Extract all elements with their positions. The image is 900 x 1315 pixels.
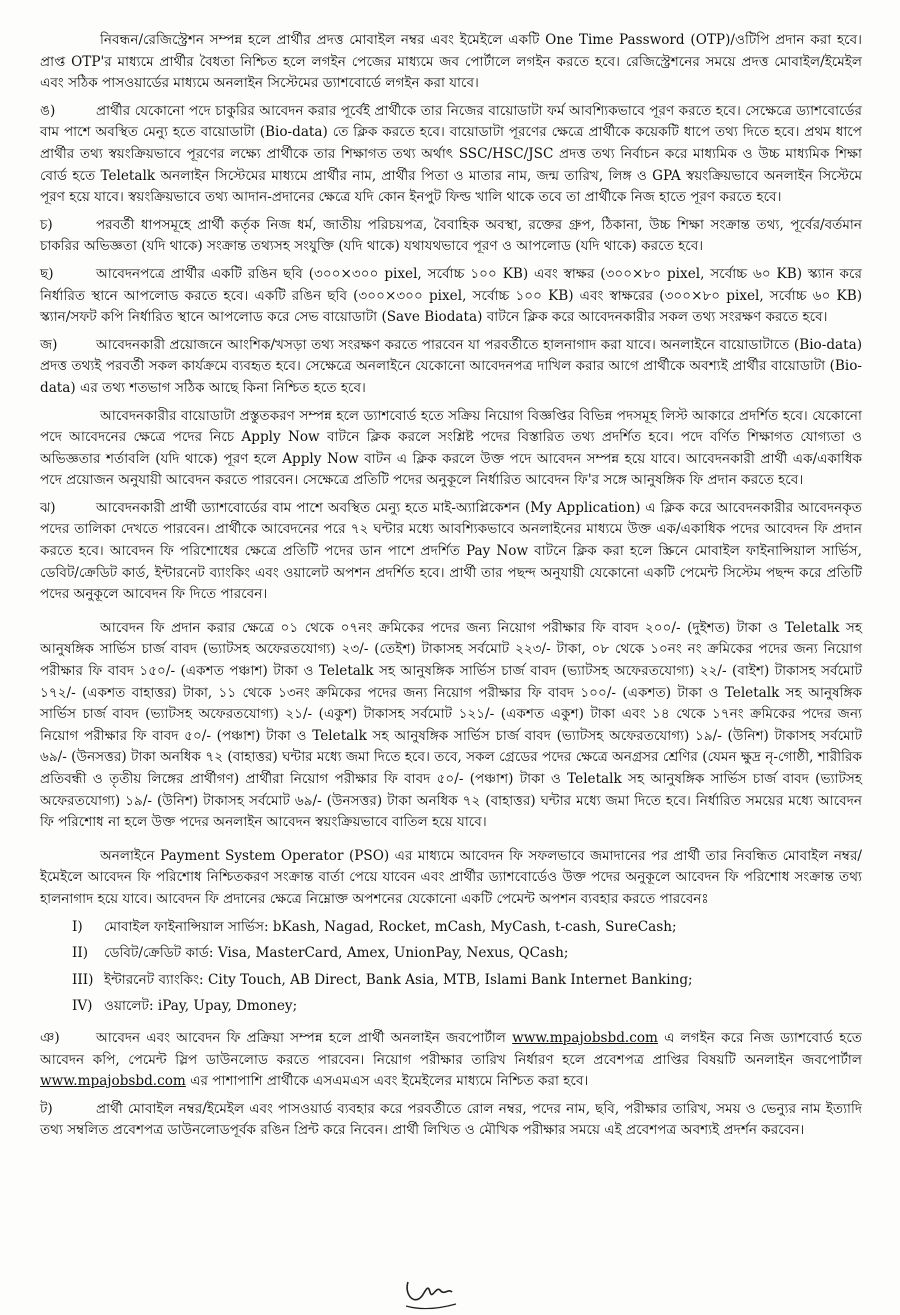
item-label-ja: জ) xyxy=(40,336,58,353)
item-label-cha: চ) xyxy=(40,216,53,233)
list-item xyxy=(72,996,862,1018)
list-item xyxy=(72,917,862,939)
item-label-jha: ঝ) xyxy=(40,499,56,516)
item-label-ta: ট) xyxy=(40,1100,53,1117)
item-text-ta: প্রার্থী মোবাইল নম্বর/ইমেইল এবং পাসওয়ার্ড ব্যবহার করে পরবর্তীতে রোল নম্বর, পদের নাম, ছবি, পরীক্ষার তারিখ, সময় ও ভেন্যুর নাম ইত্যাদি তথ্য সম্বলিত প্রবেশপত্র ডাউনলোডপূর্বক রঙিন প্রিন্ট করে নিবেন। প্রার্থী লিখিত ও মৌখিক পরীক্ষার সময়ে এই প্রবেশপত্র অবশ্যই প্রদর্শন করবেন। xyxy=(40,1100,862,1139)
list-item-number: IV) xyxy=(72,998,93,1015)
list-item-text: মোবাইল ফাইনান্সিয়াল সার্ভিস: bKash, Nagad, Rocket, mCash, MyCash, t-cash, SureCash; xyxy=(104,918,677,935)
list-item-number: III) xyxy=(72,971,94,988)
item-text-nya-2: এ লগইন করে নিজ ড্যাশবোর্ড হতে আবেদন কপি, পেমেন্ট স্লিপ ডাউনলোড করতে পারবেন। নিয়োগ পরীক্ষার তারিখ নির্ধারণ হলে প্রবেশপত্র প্রাপ্তির বিষয়টি অনলাইন জবপোর্টাল xyxy=(40,1029,863,1068)
paragraph-uo xyxy=(40,101,862,209)
item-label-uo: ঙ) xyxy=(40,102,56,119)
paragraph-pso: অনলাইনে Payment System Operator (PSO) এর মাধ্যমে আবেদন ফি সফলভাবে জমাদানের পর প্রার্থী তার নিবন্ধিত মোবাইল নম্বর/ইমেইলে আবেদন ফি পরিশোধ নিশ্চিতকরণ সংক্রান্ত বার্তা পেয়ে যাবেন এবং প্রার্থীর ড্যাশবোর্ডেও উক্ত পদের অনুকূলে আবেদন ফি পরিশোধ সংক্রান্ত তথ্য হালনাগাদ হয়ে যাবে। আবেদন ফি প্রদানের ক্ষেত্রে নিম্নোক্ত অপশনের যেকোনো একটি পেমেন্ট অপশন ব্যবহার করতে পারবেনঃ xyxy=(40,847,862,907)
paragraph-apply-now: আবেদনকারীর বায়োডাটা প্রস্তুতকরণ সম্পন্ন হলে ড্যাশবোর্ড হতে সক্রিয় নিয়োগ বিজ্ঞপ্তির বিভিন্ন পদসমূহ লিস্ট আকারে প্রদর্শিত হবে। যেকোনো পদে আবেদনের ক্ষেত্রে পদের নিচে Apply Now বাটনে ক্লিক করলে সংশ্লিষ্ট পদের বিস্তারিত তথ্য প্রদর্শিত হবে। পদে বর্ণিত শিক্ষাগত যোগ্যতা ও অভিজ্ঞতার শর্তাবলি (যদি থাকে) পূরণ হলে Apply Now বাটন এ ক্লিক করলে উক্ত পদে আবেদন সম্পন্ন হয়ে যাবে। আবেদনকারী প্রার্থী এক/একাধিক পদে প্রয়োজন অনুযায়ী আবেদন করতে পারবেন। সেক্ষেত্রে প্রতিটি পদের অনুকূলে নির্ধারিত আবেদন ফি'র সঙ্গে আনুষঙ্গিক ফি প্রদান করতে হবে। xyxy=(40,407,862,489)
item-text-ja: আবেদনকারী প্রয়োজনে আংশিক/খসড়া তথ্য সংরক্ষণ করতে পারবেন যা পরবর্তীতে হালনাগাদ করা যাবে। অনলাইনে বায়োডাটাতে (Bio-data) প্রদত্ত তথ্যই পরবর্তী সকল কার্যক্রমে ব্যবহৃত হবে। সেক্ষেত্রে অনলাইনে যেকোনো আবেদনপত্র দাখিল করার আগে প্রার্থীকে অবশ্যই প্রার্থীর বায়োডাটা (Bio-data) এর তথ্য শতভাগ সঠিক আছে কিনা নিশ্চিত হতে হবে। xyxy=(40,336,862,396)
payment-options-list xyxy=(72,917,862,1018)
item-text-uo: প্রার্থীর যেকোনো পদে চাকুরির আবেদন করার পূর্বেই প্রার্থীকে তার নিজের বায়োডাটা ফর্ম আবশ্যিকভাবে পূরণ করতে হবে। সেক্ষেত্রে ড্যাশবোর্ডের বাম পাশে অবস্থিত মেন্যু হতে বায়োডাটা (Bio-data) তে ক্লিক করতে হবে। বায়োডাটা পূরণের ক্ষেত্রে প্রার্থীকে কয়েকটি ধাপে তথ্য দিতে হবে। প্রথম ধাপে প্রার্থীর তথ্য স্বয়ংক্রিয়ভাবে পূরণের লক্ষ্যে প্রার্থীকে তার শিক্ষাগত তথ্য অর্থাৎ SSC/HSC/JSC প্রদত্ত তথ্য নির্বাচন করে মাধ্যমিক ও উচ্চ মাধ্যমিক শিক্ষা বোর্ড হতে Teletalk অনলাইন সিস্টেমের মাধ্যমে প্রার্থীর নাম, প্রার্থীর পিতা ও মাতার নাম, জন্ম তারিখ, লিঙ্গ ও GPA স্বয়ংক্রিয়ভাবে অনলাইন সিস্টেমে পূরণ হয়ে যাবে। স্বয়ংক্রিয়ভাবে তথ্য আদান-প্রদানের ক্ষেত্রে যদি কোন ইনপুট ফিল্ড খালি থাকে তবে তা প্রার্থীকে নিজ হাতে পূরণ করতে হবে। xyxy=(40,102,862,206)
item-label-chha: ছ) xyxy=(40,265,54,282)
list-item-text: ওয়ালেট: iPay, Upay, Dmoney; xyxy=(104,998,298,1015)
list-item xyxy=(72,970,862,992)
paragraph-cha xyxy=(40,215,862,258)
paragraph-ja xyxy=(40,335,862,400)
paragraph-ta xyxy=(40,1099,862,1142)
handwritten-signature xyxy=(400,1272,460,1312)
item-text-nya-3: এর পাশাপাশি প্রার্থীকে এসএমএস এবং ইমেইলের মাধ্যমে নিশ্চিত করা হবে। xyxy=(185,1073,589,1090)
list-item-text: ডেবিট/ক্রেডিট কার্ড: Visa, MasterCard, Amex, UnionPay, Nexus, QCash; xyxy=(104,945,569,962)
list-item-number: I) xyxy=(72,918,83,935)
item-text-chha: আবেদনপত্রে প্রার্থীর একটি রঙিন ছবি (৩০০×৩০০ pixel, সর্বোচ্চ ১০০ KB) এবং স্বাক্ষর (৩০০×৮০ pixel, সর্বোচ্চ ৬০ KB) স্ক্যান করে নির্ধারিত স্থানে আপলোড করতে হবে। একটি রঙিন ছবি (৩০০×৩০০ pixel, সর্বোচ্চ ১০০ KB) এবং স্বাক্ষরের (৩০০×৮০ pixel, সর্বোচ্চ ৬০ KB) স্ক্যান/সফট কপি নির্ধারিত স্থানে আপলোড করে সেভ বায়োডাটা (Save Biodata) বাটনে ক্লিক করে আবেদনকারীর সকল তথ্য সংরক্ষণ করতে হবে। xyxy=(40,265,862,326)
paragraph-application-fee: আবেদন ফি প্রদান করার ক্ষেত্রে ০১ থেকে ০৭নং ক্রমিকের পদের জন্য নিয়োগ পরীক্ষার ফি বাবদ ২০০/- (দুইশত) টাকা ও Teletalk সহ আনুষঙ্গিক সার্ভিস চার্জ বাবদ (ভ্যাটসহ অফেরতযোগ্য) ২৩/- (তেইশ) টাকাসহ সর্বমোট ২২৩/- টাকা, ০৮ থেকে ১০নং নং ক্রমিকের পদের জন্য নিয়োগ পরীক্ষার ফি বাবদ ১৫০/- (একশত পঞ্চাশ) টাকা ও Teletalk সহ আনুষঙ্গিক সার্ভিস চার্জ বাবদ (ভ্যাটসহ অফেরতযোগ্য) ২২/- (বাইশ) টাকাসহ সর্বমোট ১৭২/- (একশত বাহাত্তর) টাকা, ১১ থেকে ১৩নং ক্রমিকের পদের জন্য নিয়োগ পরীক্ষার ফি বাবদ ১০০/- (একশত) টাকা ও Teletalk সহ আনুষঙ্গিক সার্ভিস চার্জ বাবদ (ভ্যাটসহ অফেরতযোগ্য) ২১/- (একুশ) টাকাসহ সর্বমোট ১২১/- (একশত একুশ) টাকা এবং ১৪ থেকে ১৭নং ক্রমিকের পদের জন্য নিয়োগ পরীক্ষার ফি বাবদ ৫০/- (পঞ্চাশ) টাকা ও Teletalk সহ আনুষঙ্গিক সার্ভিস চার্জ বাবদ (ভ্যাটসহ অফেরতযোগ্য) ১৯/- (উনিশ) টাকাসহ সর্বমোট ৬৯/- (উনসত্তর) টাকা অনধিক ৭২ (বাহাত্তর) ঘন্টার মধ্যে জমা দিতে হবে। তবে, সকল গ্রেডের পদের ক্ষেত্রে অনগ্রসর শ্রেণির (যেমন ক্ষুদ্র নৃ-গোষ্ঠী, শারীরিক প্রতিবন্ধী ও তৃতীয় লিঙ্গের প্রার্থীগণ) প্রার্থীরা নিয়োগ পরীক্ষার ফি বাবদ ৫০/- (পঞ্চাশ) টাকা ও Teletalk সহ আনুষঙ্গিক সার্ভিস চার্জ বাবদ (ভ্যাটসহ অফেরতযোগ্য) ১৯/- (উনিশ) টাকাসহ সর্বমোট ৬৯/- (উনসত্তর) টাকা অনধিক ৭২ (বাহাত্তর) ঘন্টার মধ্যে জমা দিতে হবে। নির্ধারিত সময়ের মধ্যে আবেদন ফি পরিশোধ না হলে উক্ত পদের অনলাইন আবেদন স্বয়ংক্রিয়ভাবে বাতিল হয়ে যাবে। xyxy=(40,619,862,831)
item-label-nya: ঞ) xyxy=(40,1029,60,1046)
list-item xyxy=(72,943,862,965)
item-text-nya-1: আবেদন এবং আবেদন ফি প্রক্রিয়া সম্পন্ন হলে প্রার্থী অনলাইন জবপোর্টাল xyxy=(96,1029,513,1046)
item-text-cha: পরবর্তী ধাপসমূহে প্রার্থী কর্তৃক নিজ ধর্ম, জাতীয় পরিচয়পত্র, বৈবাহিক অবস্থা, রক্তের গ্রুপ, ঠিকানা, উচ্চ শিক্ষা সংক্রান্ত তথ্য, পূর্বের/বর্তমান চাকরির অভিজ্ঞতা (যদি থাকে) সংক্রান্ত তথ্যসহ সংযুক্তি (যদি থাকে) যথাযথভাবে পূরণ ও আপলোড (যদি থাকে) করতে হবে। xyxy=(40,216,862,255)
paragraph-registration-otp: নিবন্ধন/রেজিস্ট্রেশন সম্পন্ন হলে প্রার্থীর প্রদত্ত মোবাইল নম্বর এবং ইমেইলে একটি One Time Password (OTP)/ওটিপি প্রদান করা হবে। প্রাপ্ত OTP'র মাধ্যমে প্রার্থীর বৈধতা নিশ্চিত হলে লগইন পেজের মাধ্যমে জব পোর্টালে লগইন করতে হবে। রেজিস্ট্রেশনের সময়ে প্রদত্ত মোবাইল/ইমেইল এবং সঠিক পাসওয়ার্ডের মাধ্যমে অনলাইন সিস্টেমের ড্যাশবোর্ডে লগইন করা যাবে। xyxy=(40,32,862,92)
jobportal-link[interactable]: www.mpajobsbd.com xyxy=(40,1073,186,1090)
paragraph-jha xyxy=(40,498,862,606)
item-text-jha: আবেদনকারী প্রার্থী ড্যাশবোর্ডের বাম পাশে অবস্থিত মেন্যু হতে মাই-অ্যাপ্লিকেশন (My Application) এ ক্লিক করে আবেদনকারীর আবেদনকৃত পদের তালিকা দেখতে পারবেন। প্রার্থীকে আবেদনের পরে ৭২ ঘন্টার মধ্যে আবশ্যিকভাবে অনলাইনের মাধ্যমে উক্ত এক/একাধিক পদের আবেদন ফি প্রদান করতে হবে। আবেদন ফি পরিশোধের ক্ষেত্রে প্রতিটি পদের ডান পাশে প্রদর্শিত Pay Now বাটনে ক্লিক করা হলে স্ক্রিনে মোবাইল ফাইনান্সিয়াল সার্ভিস, ডেবিট/ক্রেডিট কার্ড, ইন্টারনেট ব্যাংকিং এবং ওয়ালেট অপশন প্রদর্শিত হবে। প্রার্থী তার পছন্দ অনুযায়ী যেকোনো একটি পেমেন্ট সিস্টেম পছন্দ করে প্রতিটি পদের অনুকূলে আবেদন ফি দিতে পারবেন। xyxy=(40,499,862,603)
list-item-number: II) xyxy=(72,945,89,962)
jobportal-link[interactable]: www.mpajobsbd.com xyxy=(512,1029,658,1046)
paragraph-nya xyxy=(40,1028,862,1093)
paragraph-chha xyxy=(40,264,862,329)
list-item-text: ইন্টারনেট ব্যাংকিং: City Touch, AB Direct, Bank Asia, MTB, Islami Bank Internet Banking; xyxy=(104,971,693,988)
